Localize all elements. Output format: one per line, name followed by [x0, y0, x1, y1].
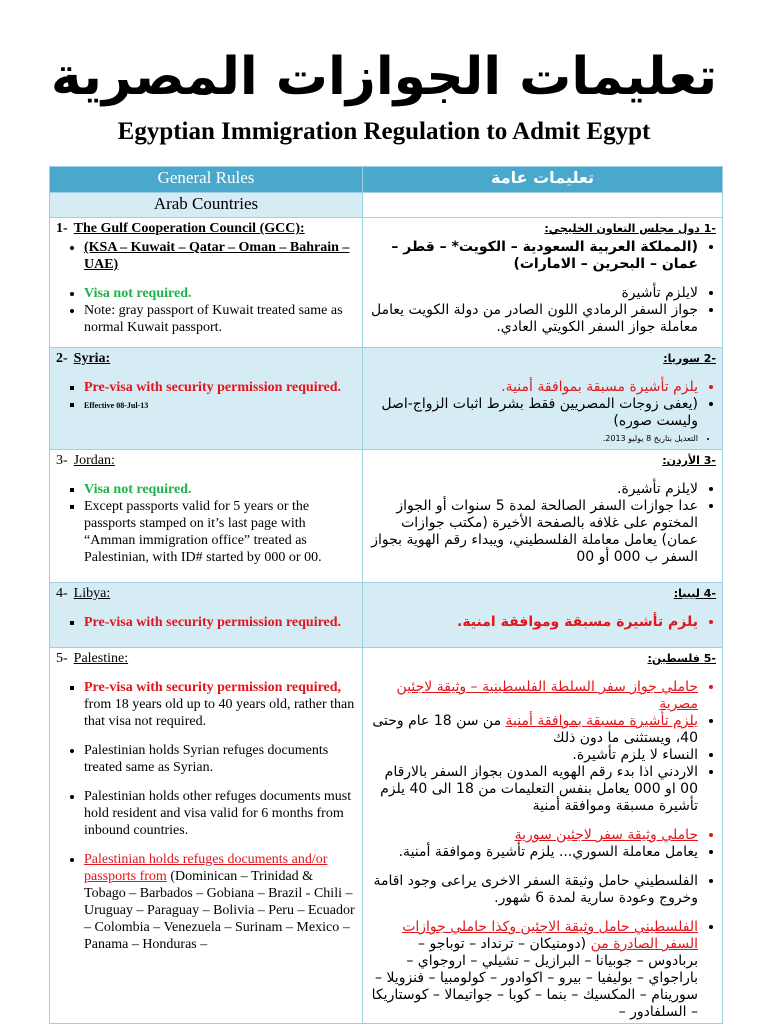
syria-wives-exemption-ar: • (يعفى زوجات المصريين فقط بشرط اثبات الزواج-اصل وليست صوره) — [369, 396, 698, 430]
libya-pre-visa-ar: • يلزم تأشيرة مسبقة وموافقة امنية. — [369, 614, 698, 631]
palestine-pre-visa-ar: يلزم تأشيرة مسبقة بموافقة أمنية — [505, 713, 698, 729]
palestine-refuge-docs-ar: الفلسطيني حامل وثيقة الاجئين وكذا حاملي جوازات السفر الصادرة من — [402, 919, 698, 952]
gcc-visa-status: Visa not required. — [84, 286, 192, 301]
jordan-title: Jordan: — [73, 453, 115, 468]
syria-title-ar: سوريا: — [663, 352, 700, 365]
gcc-title: The Gulf Cooperation Council (GCC): — [73, 221, 305, 236]
jordan-number-ar: -3 — [703, 454, 716, 467]
jordan-visa-status: Visa not required. — [84, 482, 192, 497]
palestine-syrian-docs: • Palestinian holds Syrian refuges documents treated same as Syrian. — [84, 742, 356, 776]
gcc-note-ar: • جواز السفر الرمادي اللون الصادر من دولة الكويت يعامل معاملة جواز السفر الكويتي العادي. — [369, 302, 698, 336]
gcc-row — [50, 218, 723, 348]
libya-title-ar: ليبيا: — [673, 587, 700, 600]
palestine-refuge-countries: (Dominican – Trinidad & Tobago – Barbados – Gobiana – Brazil - Chili – Uruguay – Paraguay – Bolivia – Peru – Ecuador – Colombia – Venezuela – Surinam – Mexico – Panama – Honduras – — [84, 869, 355, 952]
page-title-arabic: تعليمات الجوازات المصرية — [50, 47, 718, 107]
libya-title: Libya: — [73, 586, 111, 601]
syria-row — [50, 348, 723, 450]
palestine-jordanian-ar: • الاردني اذا بدء رقم الهويه المدون بجواز السفر بالارقام 00 او 000 يعامل بنفس التعليمات من 18 الى 40 يلزم تأشيرة مسبقة وموافقة أمنية — [369, 764, 698, 815]
jordan-title-ar: الأردن: — [662, 454, 700, 467]
gcc-countries-ar: • (المملكة العربية السعودية – الكويت* – قطر – عمان – البحرين – الامارات) — [369, 239, 698, 273]
gcc-title-ar: دول مجلس التعاون الخليجي: — [544, 222, 700, 235]
jordan-row — [50, 450, 723, 583]
syria-number: 2- — [56, 351, 68, 366]
general-rules-heading: General Rules — [50, 167, 363, 193]
palestine-title-ar: فلسطين: — [647, 652, 700, 665]
arab-countries-row — [50, 193, 723, 218]
libya-pre-visa: Pre-visa with security permission required. — [84, 615, 342, 630]
palestine-syrian-doc-ar: • حاملي وثيقة سفر لاجئين سورية — [369, 827, 698, 844]
arab-countries-heading: Arab Countries — [50, 193, 363, 218]
gcc-number: 1- — [56, 221, 68, 236]
regulations-table — [49, 166, 723, 1024]
gcc-countries: • (KSA – Kuwait – Qatar – Oman – Bahrain – UAE) — [84, 239, 356, 273]
syria-pre-visa: Pre-visa with security permission required. — [84, 380, 342, 395]
jordan-visa-status-ar: • لايلزم تأشيرة. — [369, 481, 698, 498]
syria-title: Syria: — [73, 351, 111, 366]
palestine-number: 5- — [56, 651, 68, 666]
palestine-other-doc-ar: • الفلسطيني حامل وثيقة السفر الاخرى يراعى وجود اقامة وخروج وعودة سارية لمدة 6 شهور. — [369, 873, 698, 907]
palestine-women-ar: • النساء لا يلزم تأشيرة. — [369, 747, 698, 764]
palestine-pre-visa: Pre-visa with security permission required, — [84, 680, 342, 695]
palestine-syrian-doc-rule-ar: • يعامل معاملة السوري... يلزم تأشيرة وموافقة أمنية. — [369, 844, 698, 861]
palestine-title: Palestine: — [73, 651, 129, 666]
libya-number-ar: -4 — [703, 587, 716, 600]
libya-row — [50, 583, 723, 648]
palestine-holders-ar: • حاملي جواز سفر السلطة الفلسطينية – وثيقة لاجئين مصرية — [369, 679, 698, 713]
palestine-other-docs: • Palestinian holds other refuges documents must hold resident and visa valid for 6 months from inbound countries. — [84, 788, 356, 839]
page-title-english: Egyptian Immigration Regulation to Admit Egypt — [117, 118, 651, 145]
jordan-exception: ▪ Except passports valid for 5 years or the passports stamped on it’s last page with “Amman immigration office” treated as Palestinian, with ID# started by 000 or 00. — [84, 498, 356, 566]
gcc-number-ar: -1 — [703, 222, 716, 235]
syria-effective-date-ar: • التعديل بتاريخ 8 يوليو 2013. — [369, 430, 698, 447]
palestine-row — [50, 648, 723, 1024]
libya-number: 4- — [56, 586, 68, 601]
palestine-age-range: from 18 years old up to 40 years old, rather than that visa not required. — [84, 697, 355, 729]
syria-effective-date: Effective 08-Jul-13 — [84, 401, 149, 410]
palestine-refuge-docs: Palestinian holds refuges documents and/or passports from — [84, 852, 328, 884]
palestine-refuge-countries-ar: (دومنيكان – ترنداد – توباجو – بربادوس – جوبيانا – البرازيل – تشيلي – اروجواي – باراجواي – بوليفيا – بيرو – اكوادور – كولومبيا – فنزويلا – سورينام – المكسيك – بنما – كوبا – جواتيمالا – كوستاريكا – السلفادور – — [371, 936, 698, 1020]
gcc-note: • Note: gray passport of Kuwait treated same as normal Kuwait passport. — [84, 302, 356, 336]
palestine-age-range-ar: من سن 18 عام وحتى 40، ويستثنى ما دون ذلك — [372, 713, 698, 746]
palestine-number-ar: -5 — [703, 652, 716, 665]
general-rules-heading-ar: تعليمات عامة — [363, 167, 723, 193]
jordan-exception-ar: • عدا جوازات السفر الصالحة لمدة 5 سنوات أو الجواز المختوم على غلافه بالصفحة الأخيرة (مكتب جوازات عمان) يعامل معاملة الفلسطيني، ويبداء رقم الهوية بجواز السفر ب 000 أو 00 — [369, 498, 698, 566]
gcc-visa-status-ar: • لايلزم تأشيرة — [369, 285, 698, 302]
jordan-number: 3- — [56, 453, 68, 468]
syria-number-ar: -2 — [703, 352, 716, 365]
table-header-row — [50, 167, 723, 193]
syria-pre-visa-ar: • يلزم تأشيرة مسبقة بموافقة أمنية. — [369, 379, 698, 396]
